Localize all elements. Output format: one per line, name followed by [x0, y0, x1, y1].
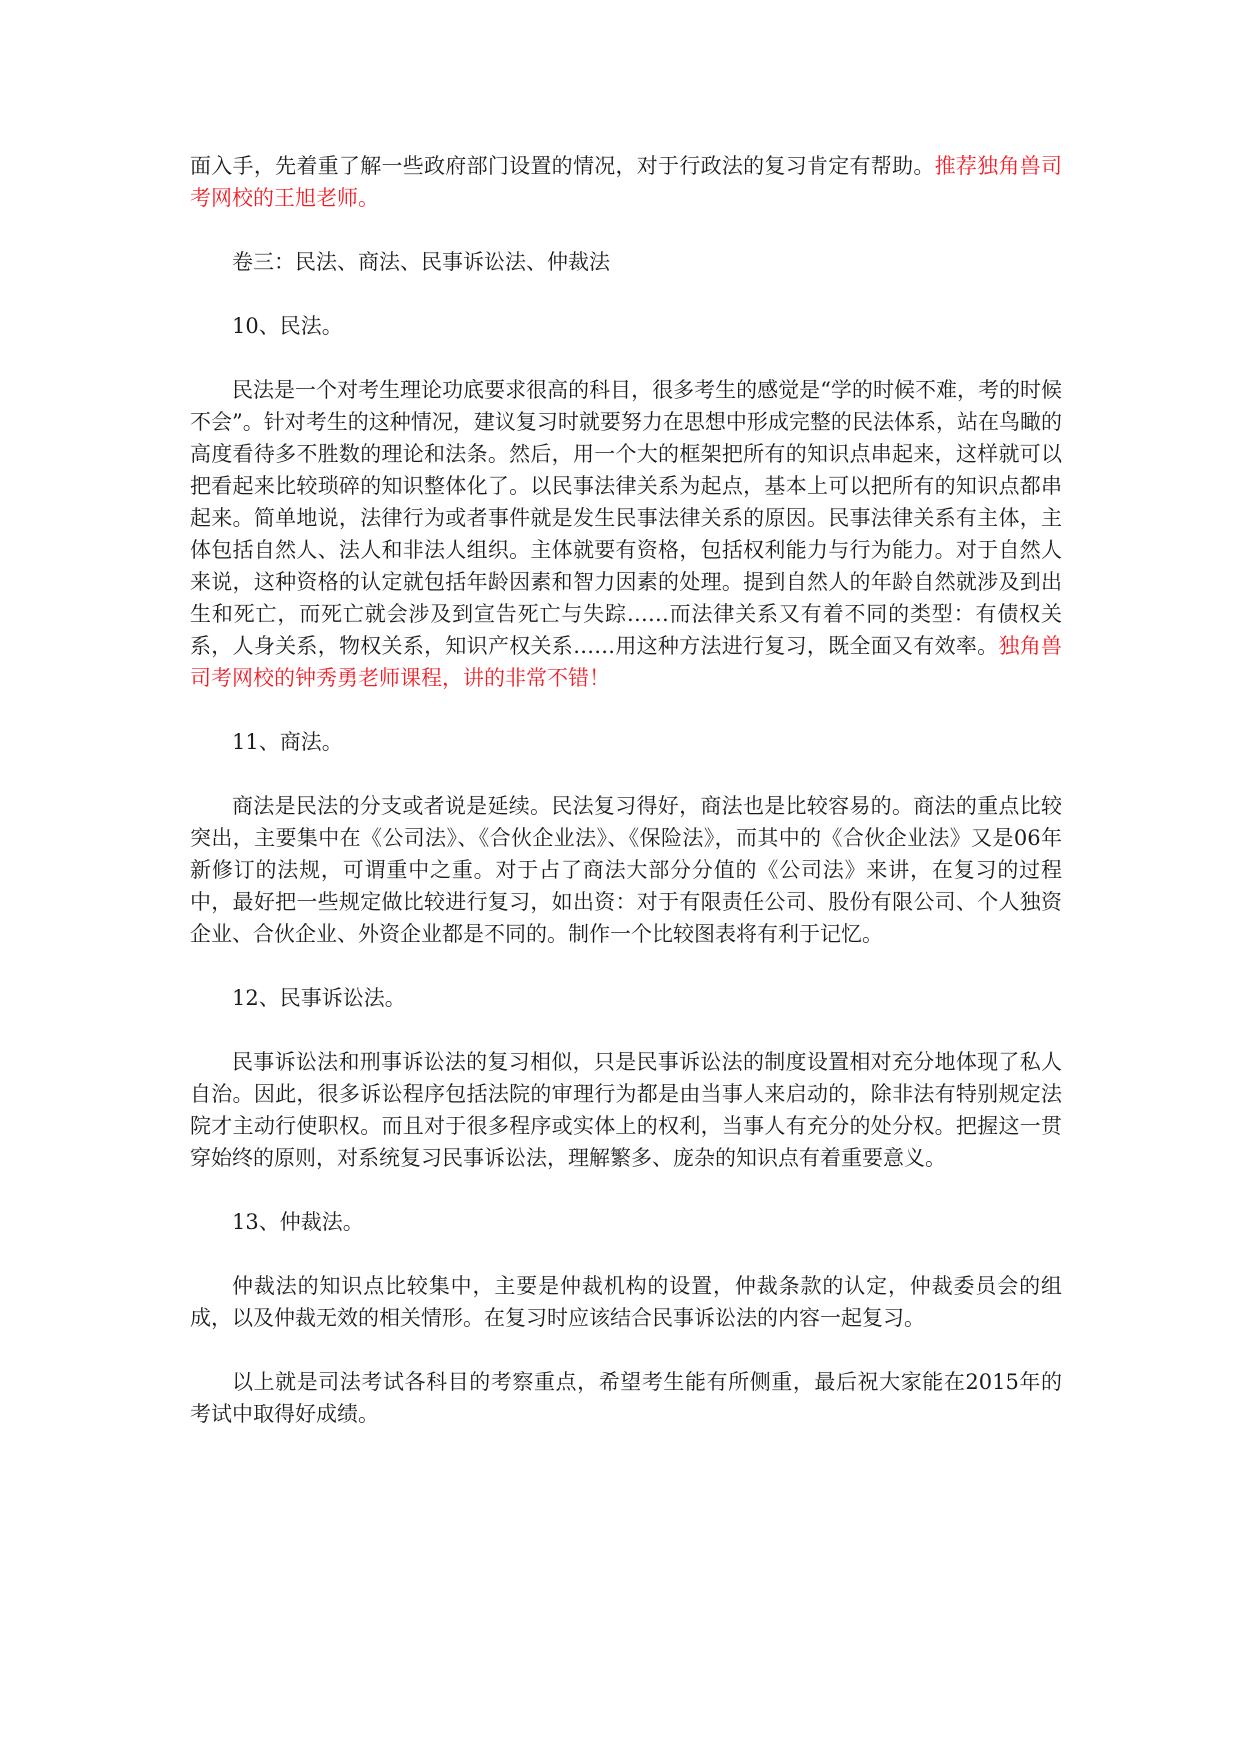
section-heading-civil-procedure: 12、民事诉讼法。	[232, 986, 406, 1010]
section-heading-commercial-law: 11、商法。	[232, 730, 343, 754]
section-heading-arbitration: 13、仲裁法。	[232, 1210, 364, 1234]
section-body-commercial-law: 商法是民法的分支或者说是延续。民法复习得好，商法也是比较容易的。商法的重点比较突出，主要集中在《公司法》、《合伙企业法》、《保险法》，而其中的《合伙企业法》又是06年新修订的法规，可谓重中之重。对于占了商法大部分分值的《公司法》来讲，在复习的过程中，最好把一些规定做比较进行复习，如出资：对于有限责任公司、股份有限公司、个人独资企业、合伙企业、外资企业都是不同的。制作一个比较图表将有利于记忆。	[190, 794, 1062, 946]
civil-law-highlight: 独角兽司考网校的钟秀勇老师课程，讲的非常不错！	[190, 634, 1063, 690]
section-body-civil-law	[190, 374, 1062, 694]
civil-law-text: 民法是一个对考生理论功底要求很高的科目，很多考生的感觉是“学的时候不难，考的时候不会”。针对考生的这种情况，建议复习时就要努力在思想中形成完整的民法体系，站在鸟瞰的高度看待多不胜数的理论和法条。然后，用一个大的框架把所有的知识点串起来，这样就可以把看起来比较琐碎的知识整体化了。以民事法律关系为起点，基本上可以把所有的知识点都串起来。简单地说，法律行为或者事件就是发生民事法律关系的原因。民事法律关系有主体，主体包括自然人、法人和非法人组织。主体就要有资格，包括权利能力与行为能力。对于自然人来说，这种资格的认定就包括年龄因素和智力因素的处理。提到自然人的年龄自然就涉及到出生和死亡，而死亡就会涉及到宣告死亡与失踪……而法律关系又有着不同的类型：有债权关系，人身关系，物权关系，知识产权关系……用这种方法进行复习，既全面又有效率。	[190, 378, 1062, 658]
volume-heading: 卷三：民法、商法、民事诉讼法、仲裁法	[232, 250, 610, 274]
intro-paragraph	[190, 150, 1062, 214]
section-heading-civil-law: 10、民法。	[232, 314, 343, 338]
intro-text: 面入手，先着重了解一些政府部门设置的情况，对于行政法的复习肯定有帮助。	[190, 154, 935, 178]
intro-highlight: 推荐独角兽司考网校的王旭老师。	[190, 154, 1062, 210]
section-body-arbitration: 仲裁法的知识点比较集中，主要是仲裁机构的设置，仲裁条款的认定，仲裁委员会的组成，以及仲裁无效的相关情形。在复习时应该结合民事诉讼法的内容一起复习。	[190, 1274, 1062, 1330]
conclusion-paragraph: 以上就是司法考试各科目的考察重点，希望考生能有所侧重，最后祝大家能在2015年的考试中取得好成绩。	[190, 1370, 1062, 1426]
section-body-civil-procedure: 民事诉讼法和刑事诉讼法的复习相似，只是民事诉讼法的制度设置相对充分地体现了私人自治。因此，很多诉讼程序包括法院的审理行为都是由当事人来启动的，除非法有特别规定法院才主动行使职权。而且对于很多程序或实体上的权利，当事人有充分的处分权。把握这一贯穿始终的原则，对系统复习民事诉讼法，理解繁多、庞杂的知识点有着重要意义。	[190, 1050, 1062, 1170]
document-page	[190, 150, 1062, 1430]
